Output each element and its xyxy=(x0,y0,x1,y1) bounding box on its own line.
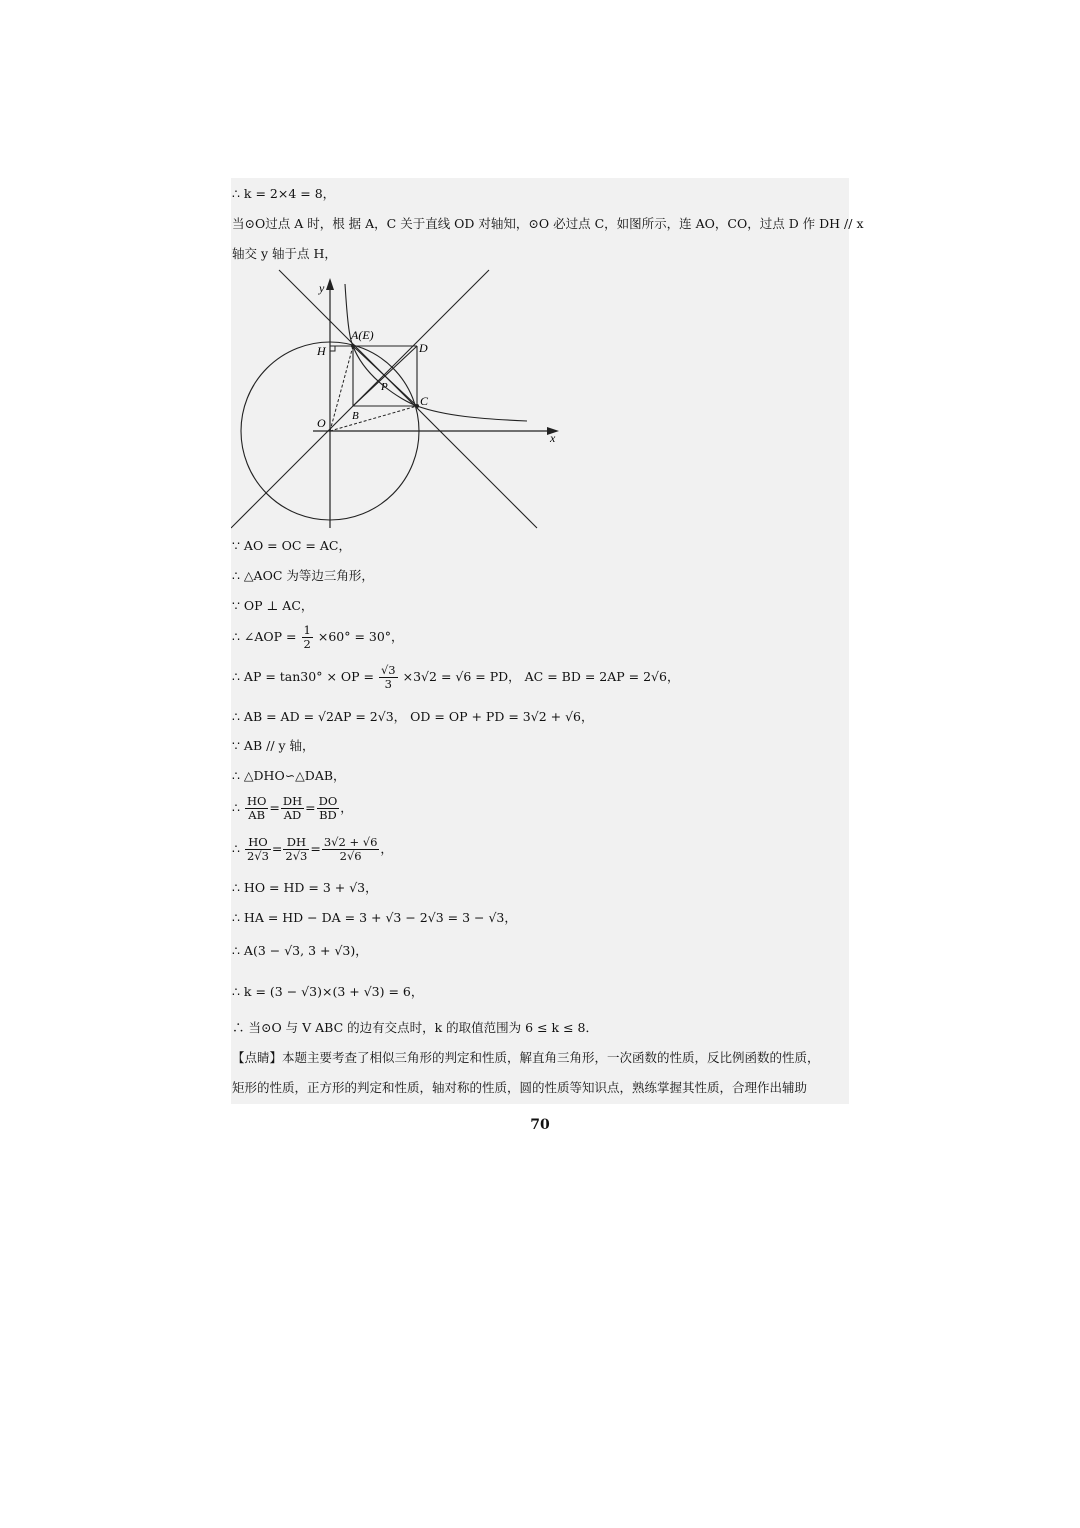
line-ab-parallel: ∵ AB // y 轴， xyxy=(232,738,315,753)
line-ho-hd: ∴ HO = HD = 3 + √3， xyxy=(232,880,378,895)
fraction-dh-2sqrt3: $\frac{DH}{2√3}$ xyxy=(285,835,308,863)
line-ratio-1: ∴ $\frac{HO}{AB}$ = $\frac{DH}{AD}$ = $\frac{DO}{BD}$ ， xyxy=(232,794,353,822)
right-angle-h xyxy=(330,346,335,351)
label-y: y xyxy=(319,281,325,295)
fraction-do-bd: $\frac{DO}{BD}$ xyxy=(318,794,338,822)
label-a: A(E) xyxy=(351,328,374,342)
point-a xyxy=(351,344,355,348)
fraction-half: $\frac{1}{2}$ xyxy=(303,623,311,651)
fraction-sqrt3-over-3: $\frac{√3}{3}$ xyxy=(380,663,396,691)
line-axis-h: 轴交 y 轴于点 H， xyxy=(232,246,337,261)
label-p: P xyxy=(381,381,388,393)
label-d: D xyxy=(419,341,428,355)
fraction-ho-ab: $\frac{HO}{AB}$ xyxy=(246,794,267,822)
geometry-figure xyxy=(231,266,561,532)
fraction-od-2sqrt6: $\frac{3√2 + √6}{2√6}$ xyxy=(323,835,378,863)
point-c xyxy=(415,404,419,408)
line-ab-ad: ∴ AB = AD = √2AP = 2√3， OD = OP + PD = 3√2 + √6， xyxy=(232,709,594,724)
line-similar: ∴ △DHO∽△DAB， xyxy=(232,768,346,783)
label-o: O xyxy=(317,416,326,430)
line-ha: ∴ HA = HD − DA = 3 + √3 − 2√3 = 3 − √3， xyxy=(232,910,517,925)
page-number: 70 xyxy=(530,1117,550,1133)
label-x: x xyxy=(550,431,556,445)
line-k6: ∴ k = (3 − √3)×(3 + √3) = 6， xyxy=(232,984,424,999)
label-h: H xyxy=(317,344,326,358)
fraction-dh-ad: $\frac{DH}{AD}$ xyxy=(282,794,303,822)
line-range: ∴ 当⊙O 与 V ABC 的边有交点时，k 的取值范围为 6 ≤ k ≤ 8． xyxy=(232,1020,598,1035)
line-angle-aop: ∴ ∠AOP = $\frac{1}{2}$ ×60° = 30°， xyxy=(232,623,404,651)
line-note-2: 矩形的性质，正方形的判定和性质，轴对称的性质，圆的性质等知识点，熟练掌握其性质，合理作出辅助 xyxy=(232,1080,808,1095)
line-equilateral: ∴ △AOC 为等边三角形， xyxy=(232,568,374,583)
line-ac xyxy=(279,270,537,528)
line-point-a: ∴ A(3 − √3, 3 + √3)， xyxy=(232,943,368,958)
line-op-perp: ∵ OP ⊥ AC， xyxy=(232,598,314,613)
line-note-1: 【点睛】本题主要考查了相似三角形的判定和性质，解直角三角形，一次函数的性质，反比例函数的性质， xyxy=(232,1050,820,1065)
line-circle-through-a: 当⊙O过点 A 时，根 据 A，C 关于直线 OD 对轴知，⊙O 必过点 C，如图所示，连 AO，CO，过点 D 作 DH // x xyxy=(232,216,864,231)
line-ratio-2: ∴ $\frac{HO}{2√3}$ = $\frac{DH}{2√3}$ = $\frac{3√2 + √6}{2√6}$ ， xyxy=(232,835,393,863)
line-ao-oc-ac: ∵ AO = OC = AC， xyxy=(232,538,351,553)
y-axis-arrow xyxy=(326,278,334,290)
label-c: C xyxy=(420,394,429,408)
segment-oc xyxy=(330,406,417,431)
line-ap: ∴ AP = tan30° × OP = $\frac{√3}{3}$ ×3√2 = √6 = PD， AC = BD = 2AP = 2√6， xyxy=(232,663,680,691)
fraction-ho-2sqrt3: $\frac{HO}{2√3}$ xyxy=(246,835,269,863)
label-b: B xyxy=(352,410,359,422)
line-k8: ∴ k = 2×4 = 8， xyxy=(232,186,336,201)
